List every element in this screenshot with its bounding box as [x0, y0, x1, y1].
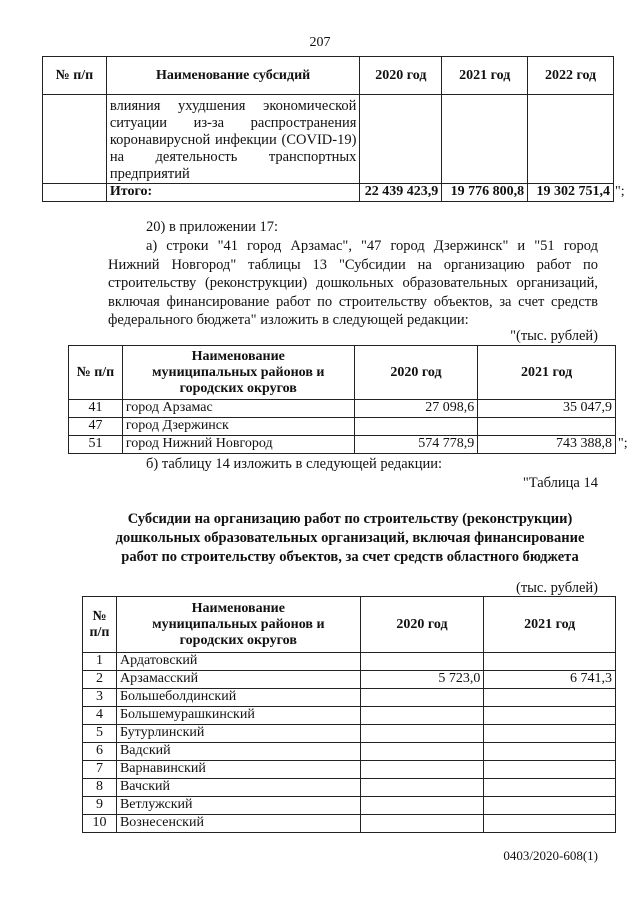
cell-y2021 [484, 797, 616, 815]
table1-close-quote: "; [615, 184, 625, 199]
total-2022: 19 302 751,4 [528, 184, 614, 202]
total-row [43, 184, 614, 202]
header-cell: № п/п [69, 346, 123, 400]
cell-n: 6 [83, 743, 117, 761]
header-cell: Наименование субсидий [106, 57, 360, 95]
table-row [43, 95, 614, 184]
subsidies-table [42, 56, 614, 202]
cell-n: 2 [83, 671, 117, 689]
cell-name: Ветлужский [116, 797, 360, 815]
para-20: 20) в приложении 17: [146, 219, 279, 235]
header-cell: Наименование муниципальных районов и городских округов [122, 346, 354, 400]
cell-y2020: 5 723,0 [360, 671, 484, 689]
cell-y2021 [484, 689, 616, 707]
table-14-title: Субсидии на организацию работ по строительству (реконструкции) дошкольных образовательных организаций, включая финансирование работ по строительству объектов, за счет средств областного бюджета [115, 511, 585, 565]
cell-y2021 [484, 707, 616, 725]
table-label: "Таблица 14 [522, 475, 598, 491]
cell-name: Большеболдинский [116, 689, 360, 707]
para-b: б) таблицу 14 изложить в следующей редакции: [146, 456, 443, 472]
footer-code: 0403/2020-608(1) [503, 848, 598, 863]
cell-y2021 [484, 725, 616, 743]
cell-y2020 [360, 725, 484, 743]
table-14 [82, 596, 616, 833]
cell-n: 3 [83, 689, 117, 707]
header-cell: 2022 год [528, 57, 614, 95]
cell-y2021 [484, 779, 616, 797]
header-cell: 2021 год [442, 57, 528, 95]
table-row: 41 город Арзамас 27 098,6 35 047,9 [69, 400, 616, 418]
table-row: 47 город Дзержинск [69, 418, 616, 436]
total-label: Итого: [106, 184, 360, 202]
table-row [83, 743, 616, 761]
table-row [83, 761, 616, 779]
units-label-2: (тыс. рублей) [516, 580, 598, 596]
cell-y2021 [484, 743, 616, 761]
table-row [83, 689, 616, 707]
cell-name: Большемурашкинский [116, 707, 360, 725]
cell-name: Ардатовский [116, 653, 360, 671]
cell-name: Вачский [116, 779, 360, 797]
cell-n: 10 [83, 815, 117, 833]
cell-y2021 [484, 761, 616, 779]
cell-y2021: 6 741,3 [484, 671, 616, 689]
cell-n: 9 [83, 797, 117, 815]
table-header-row [43, 57, 614, 95]
total-2021: 19 776 800,8 [442, 184, 528, 202]
cell-y2020 [360, 707, 484, 725]
cell-y2020 [360, 689, 484, 707]
table-row [83, 671, 616, 689]
cell-y2020 [360, 815, 484, 833]
table-row [83, 725, 616, 743]
cell-n: 8 [83, 779, 117, 797]
header-cell: 2020 год [360, 597, 484, 653]
cell-name: Арзамасский [116, 671, 360, 689]
cell-name: Бутурлинский [116, 725, 360, 743]
header-cell: 2021 год [484, 597, 616, 653]
table-row [83, 707, 616, 725]
cell-y2021 [484, 653, 616, 671]
table-13-rows [68, 345, 616, 454]
subsidy-name-cell: влияния ухудшения экономической ситуации из-за распространения коронавирусной инфекции (COVID-19) на деятельность транспортных предприятий [106, 95, 360, 184]
page-number: 207 [309, 35, 331, 50]
table-row: 51 город Нижний Новгород 574 778,9 743 388,8 [69, 436, 616, 454]
table2-close-quote: "; [618, 436, 628, 451]
table-row [83, 815, 616, 833]
table-header-row [69, 346, 616, 400]
header-cell: 2020 год [354, 346, 478, 400]
cell-y2020 [360, 779, 484, 797]
cell-name: Вознесенский [116, 815, 360, 833]
header-cell: № п/п [83, 597, 117, 653]
table-header-row [83, 597, 616, 653]
para-a: а) строки "41 город Арзамас", "47 город Дзержинск" и "51 город Нижний Новгород" таблицы 13 "Субсидии на организацию работ по строительству (реконструкции) дошкольных образовательных организаций, включая финансирование работ по строительству объектов, за счет средств федерального бюджета" изложить в следующей редакции: [108, 238, 598, 328]
cell-y2020 [360, 797, 484, 815]
total-2020: 22 439 423,9 [360, 184, 442, 202]
cell-n: 5 [83, 725, 117, 743]
header-cell: № п/п [43, 57, 107, 95]
units-label-1: "(тыс. рублей) [510, 328, 598, 344]
cell-n: 4 [83, 707, 117, 725]
cell-n: 1 [83, 653, 117, 671]
header-cell: Наименование муниципальных районов и городских округов [116, 597, 360, 653]
cell-y2021 [484, 815, 616, 833]
cell-name: Вадский [116, 743, 360, 761]
cell-y2020 [360, 743, 484, 761]
cell-y2020 [360, 761, 484, 779]
table-row [83, 779, 616, 797]
header-cell: 2020 год [360, 57, 442, 95]
cell-name: Варнавинский [116, 761, 360, 779]
header-cell: 2021 год [478, 346, 616, 400]
cell-y2020 [360, 653, 484, 671]
cell-n: 7 [83, 761, 117, 779]
table-row [83, 653, 616, 671]
table-row [83, 797, 616, 815]
